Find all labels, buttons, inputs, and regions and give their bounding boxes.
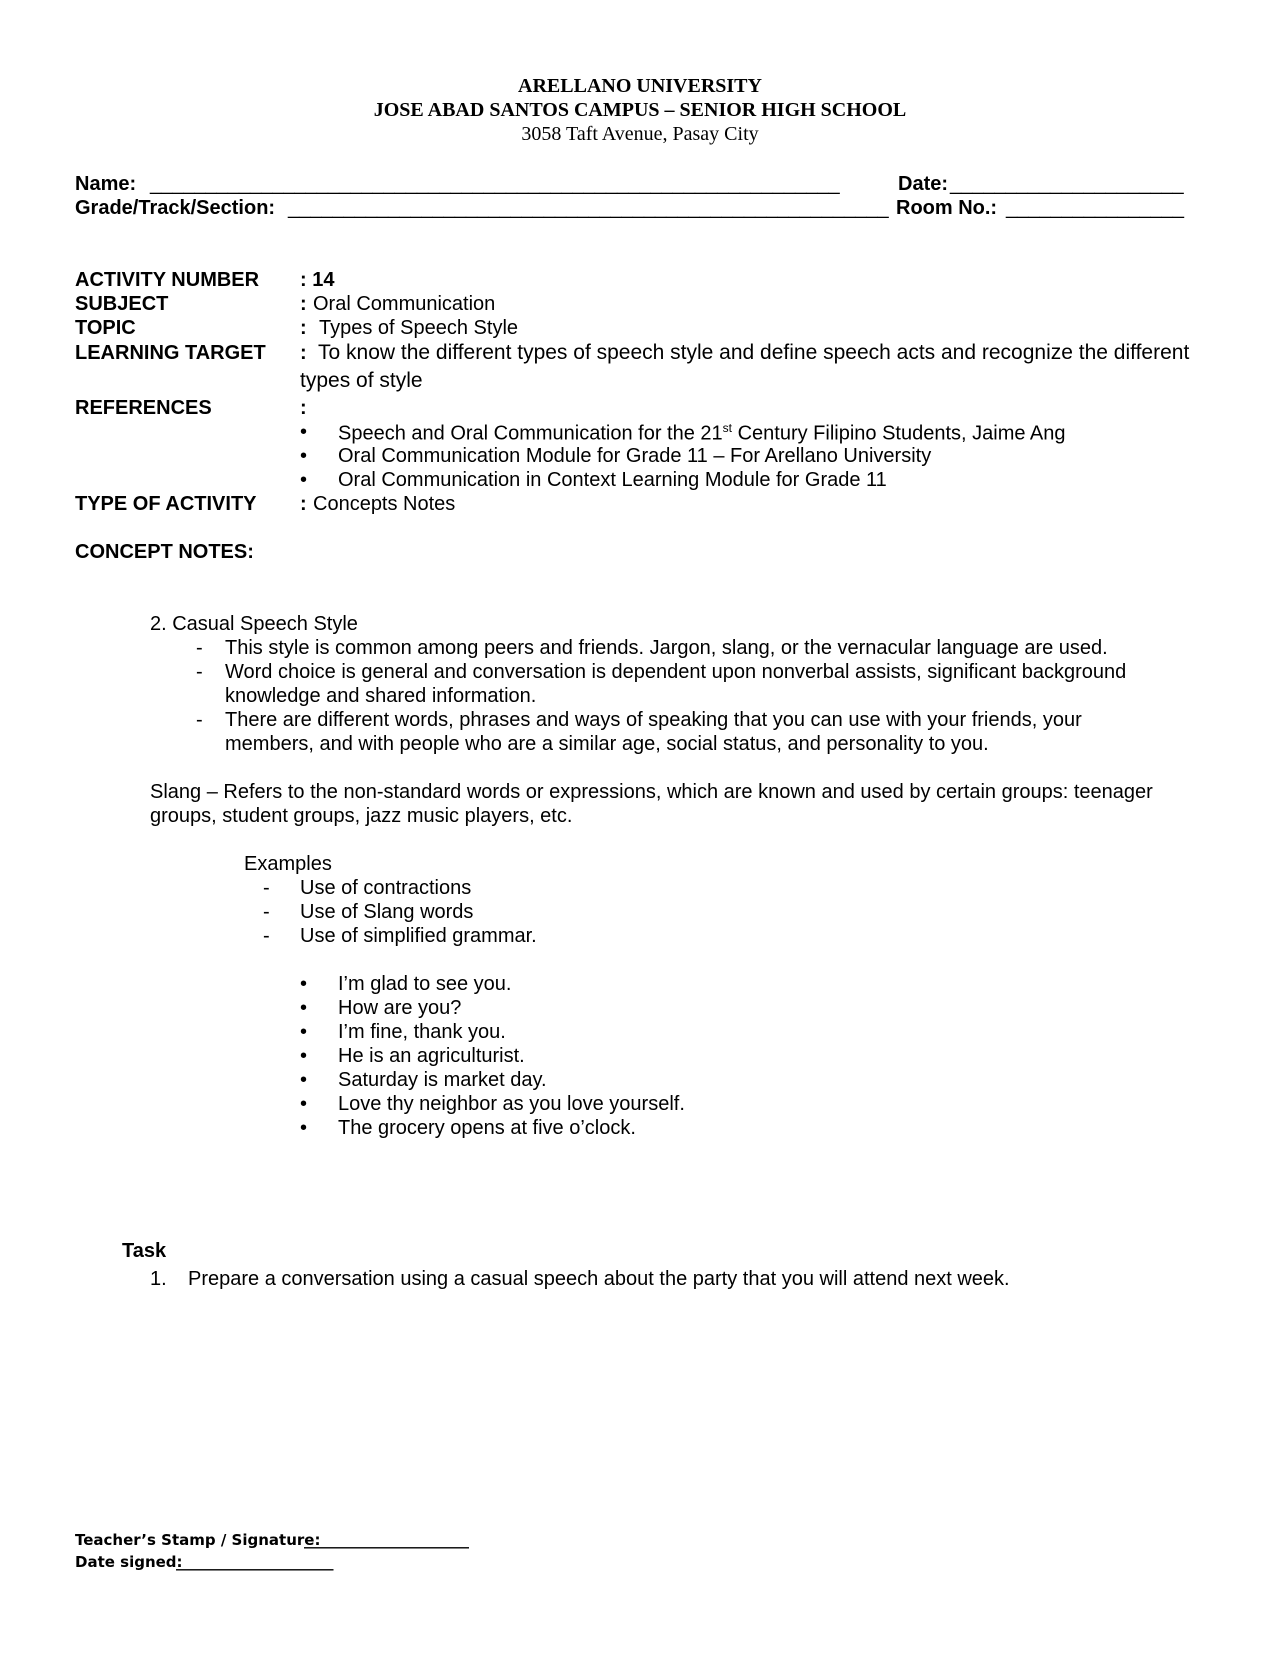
subject-label: SUBJECT [75,293,169,315]
example-sentence: The grocery opens at five o’clock. [338,1117,636,1139]
casual-point-2-line2: knowledge and shared information. [225,685,537,707]
campus-address: 3058 Taft Avenue, Pasay City [521,123,759,145]
dash-marker: - [196,661,203,683]
bullet-icon [300,1117,307,1140]
university-name: ARELLANO UNIVERSITY [518,75,762,97]
bullet-icon [300,973,307,996]
activity-number-label: ACTIVITY NUMBER [75,269,260,291]
room-label: Room No.: [896,197,998,219]
room-line[interactable]: ________________ [1006,197,1184,219]
campus-name: JOSE ABAD SANTOS CAMPUS – SENIOR HIGH SCHOOL [373,99,907,121]
name-label: Name: [75,173,137,195]
topic-value: Types of Speech Style [319,317,519,339]
reference-item-2: Oral Communication Module for Grade 11 – For Arellano University [338,445,932,467]
date-label: Date: [898,173,949,195]
slang-definition-line1: Slang – Refers to the non-standard words or expressions, which are known and used by certain groups: teenager [150,781,1153,803]
activity-number-value: : 14 [300,269,335,291]
references-colon: : [300,397,307,419]
date-signed-line[interactable]: _____________________ [176,1553,334,1571]
casual-point-1: This style is common among peers and friends. Jargon, slang, or the vernacular language are used. [225,637,1108,659]
grade-label: Grade/Track/Section: [75,197,276,219]
examples-heading: Examples [244,853,332,875]
grade-line[interactable]: ______________________________________________________ [288,197,889,219]
bullet-icon [300,469,307,492]
task-heading: Task [122,1240,167,1262]
casual-point-3-line1: There are different words, phrases and ways of speaking that you can use with your friends, your [225,709,1082,731]
example-sentence: Love thy neighbor as you love yourself. [338,1093,685,1115]
dash-marker: - [263,925,270,947]
activity-type-colon: : [300,493,307,515]
bullet-icon [300,1045,307,1068]
dash-marker: - [196,637,203,659]
name-line[interactable]: ______________________________________________________________ [150,173,840,195]
teacher-stamp-line[interactable]: ______________________ [304,1531,469,1549]
bullet-icon [300,445,307,468]
date-line[interactable]: _____________________ [950,173,1184,195]
example-sentence: He is an agriculturist. [338,1045,525,1067]
teacher-stamp-label: Teacher’s Stamp / Signature: [75,1531,321,1549]
activity-type-value: Concepts Notes [313,493,456,515]
learning-target-value-line2: types of style [300,369,423,392]
topic-colon: : [300,317,307,339]
learning-target-value-line1: To know the different types of speech style and define speech acts and recognize the different [318,341,1190,364]
learning-target-colon: : [300,342,307,364]
task-item-text: Prepare a conversation using a casual speech about the party that you will attend next week. [188,1268,1010,1290]
example-item: Use of simplified grammar. [300,925,537,947]
dash-marker: - [196,709,203,731]
slang-definition-line2: groups, student groups, jazz music players, etc. [150,805,573,827]
concept-notes-heading: CONCEPT NOTES: [75,541,254,563]
reference-item-3: Oral Communication in Context Learning Module for Grade 11 [338,469,887,491]
example-item: Use of Slang words [300,901,474,923]
dash-marker: - [263,877,270,899]
bullet-icon [300,1021,307,1044]
bullet-icon [300,421,307,444]
subject-colon: : [300,293,307,315]
example-item: Use of contractions [300,877,472,899]
example-sentence: I’m fine, thank you. [338,1021,506,1043]
casual-point-3-line2: members, and with people who are a similar age, social status, and personality to you. [225,733,989,755]
activity-type-label: TYPE OF ACTIVITY [75,493,257,515]
bullet-icon [300,1069,307,1092]
casual-point-2-line1: Word choice is general and conversation is dependent upon nonverbal assists, significant background [225,661,1127,683]
topic-label: TOPIC [75,317,136,339]
references-label: REFERENCES [75,397,212,419]
example-sentence: I’m glad to see you. [338,973,512,995]
learning-target-label: LEARNING TARGET [75,342,266,364]
dash-marker: - [263,901,270,923]
task-item-number: 1. [150,1268,167,1290]
example-sentence: How are you? [338,997,462,1019]
reference-item-1: Speech and Oral Communication for the 21st Century Filipino Students, Jaime Ang [338,421,1066,445]
example-sentence: Saturday is market day. [338,1069,547,1091]
date-signed-label: Date signed: [75,1553,183,1571]
bullet-icon [300,1093,307,1116]
subject-value: Oral Communication [313,293,496,315]
bullet-icon [300,997,307,1020]
casual-speech-heading: 2. Casual Speech Style [150,613,358,635]
